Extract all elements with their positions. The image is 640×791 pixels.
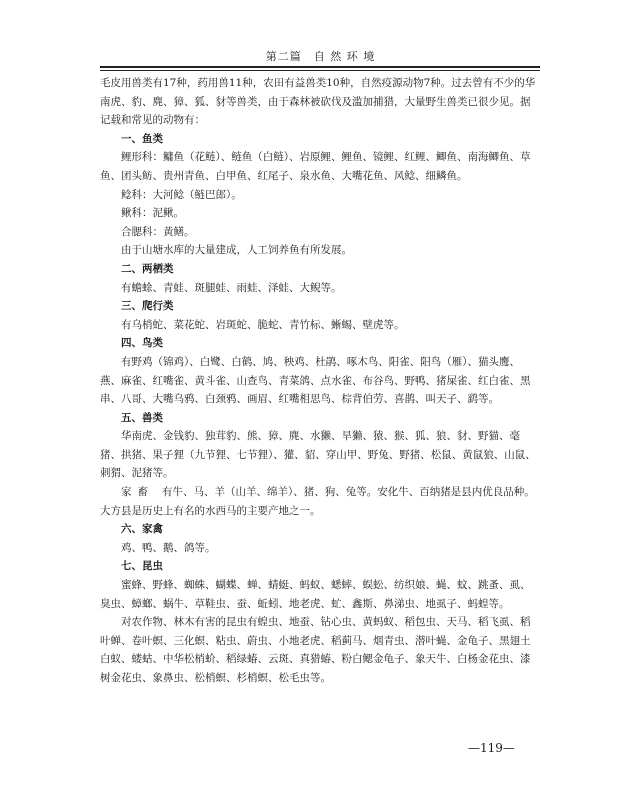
reptiles-text: 有乌梢蛇、菜花蛇、岩斑蛇、脆蛇、青竹标、蜥蜴、壁虎等。 <box>121 318 405 331</box>
birds-text: 有野鸡（锦鸡）、白鹭、白鹤、鸠、秧鸡、杜鹃、啄木鸟、阳雀、阳鸟（雁）、猫头鹰、燕、麻雀、红嘴雀、黄斗雀、山查鸟、青菜鸽、点水雀、布谷鸟、野鸭、猪屎雀、红白雀、黑串、八哥、大嘴乌鸦、白颈鸦、画眉、红嘴相思鸟、棕背伯劳、喜鹊、叫天子、鹞等。 <box>100 355 531 406</box>
section-heading-fish: 一、鱼类 <box>121 132 163 145</box>
intro-paragraph: 毛皮用兽类有17种，药用兽11种，农田有益兽类10种，自然疫源动物7种。过去曾有不少的华南虎、豹、麂、獐、狐、豺等兽类，由于森林被砍伐及滥加捕猎，大量野生兽类已很少见。据记载和常见的动物有： <box>100 77 536 127</box>
section-heading-reptiles: 三、爬行类 <box>121 300 174 313</box>
insects-text: 蜜蜂、野蜂、蜘蛛、蝴蝶、蝉、蜻蜓、蚂蚁、蟋蟀、蜈蚣、纺织娘、蝇、蚊、跳蚤、虱、臭虫、蟑螂、蜗牛、草鞋虫、蚕、蚯蚓、地老虎、虻、鑫斯、鼻涕虫、地虱子、蚂蝗等。 <box>100 579 531 610</box>
section-heading-mammals: 五、兽类 <box>121 411 163 424</box>
fish-loach-line: 鳅科：泥鳅。 <box>121 207 184 220</box>
fish-eel-line: 合腮科：黄鳝。 <box>121 225 195 238</box>
fish-note-line: 由于山塘水库的大量建成，人工饲养鱼有所发展。 <box>121 244 352 257</box>
livestock-paragraph <box>100 483 540 520</box>
page-number: —119— <box>468 741 515 755</box>
insect-pests-paragraph: 对农作物、林木有害的昆虫有蝗虫、地蚕、钻心虫、黄蚂蚁、稻包虫、天马、稻飞虱、稻叶蝉、卷叶螟、三化螟、粘虫、蔚虫、小地老虎、稻蓟马、烟青虫、潜叶蝇、金龟子、黑翅土白蚁、蝼蛄、中华松梢蚧、稻绿蝽、云斑、真猎蝽、粉白鳃金龟子、象天牛、白杨金花虫、漆树金花虫、象鼻虫、松梢螟、杉梢螟、松毛虫等。 <box>100 616 531 684</box>
body-text <box>100 74 540 688</box>
poultry-text: 鸡、鸭、鹅、鸽等。 <box>121 541 216 554</box>
livestock-text: 有牛、马、羊（山羊、绵羊）、猪、狗、兔等。安化牛、百纳猪是县内优良品种。大方县是历史上有名的水西马的主要产地之一。 <box>100 486 535 517</box>
header-rule-thin <box>100 70 540 71</box>
livestock-label: 家畜 <box>121 486 154 499</box>
section-heading-birds: 四、鸟类 <box>121 337 163 350</box>
fish-catfish-line: 鲶科：大河鲶（鲢巴郎）。 <box>121 188 242 201</box>
section-heading-poultry: 六、家禽 <box>121 523 163 536</box>
section-heading-amphibians: 二、两栖类 <box>121 262 174 275</box>
running-header: 第二篇 自 然 环 境 <box>265 50 376 63</box>
section-heading-insects: 七、昆虫 <box>121 560 163 573</box>
amphibians-text: 有蟾蜍、青蛙、斑腿蛙、雨蛙、泽蛙、大鲵等。 <box>121 281 342 294</box>
mammals-text: 华南虎、金钱豹、独茸豹、熊、獐、麂、水獭、旱獭、猿、猴、狐、狼、豺、野猫、毫猪、拱猪、果子狸（九节狸、七节狸）、獾、貂、穿山甲、野兔、野猪、松鼠、黄鼠狼、山鼠、刺猬、泥猪等。 <box>100 430 536 480</box>
header-rule-thick <box>100 66 540 68</box>
fish-carp-paragraph: 鲤形科：鳙鱼（花鲢）、鲢鱼（白鲢）、岩原鲤、鲤鱼、镜鲤、红鲤、鲫鱼、南海鲫鱼、草鱼、团头鲂、贵州青鱼、白甲鱼、红尾子、泉水鱼、大嘴花鱼、风鲶、细鳞鱼。 <box>100 151 531 182</box>
